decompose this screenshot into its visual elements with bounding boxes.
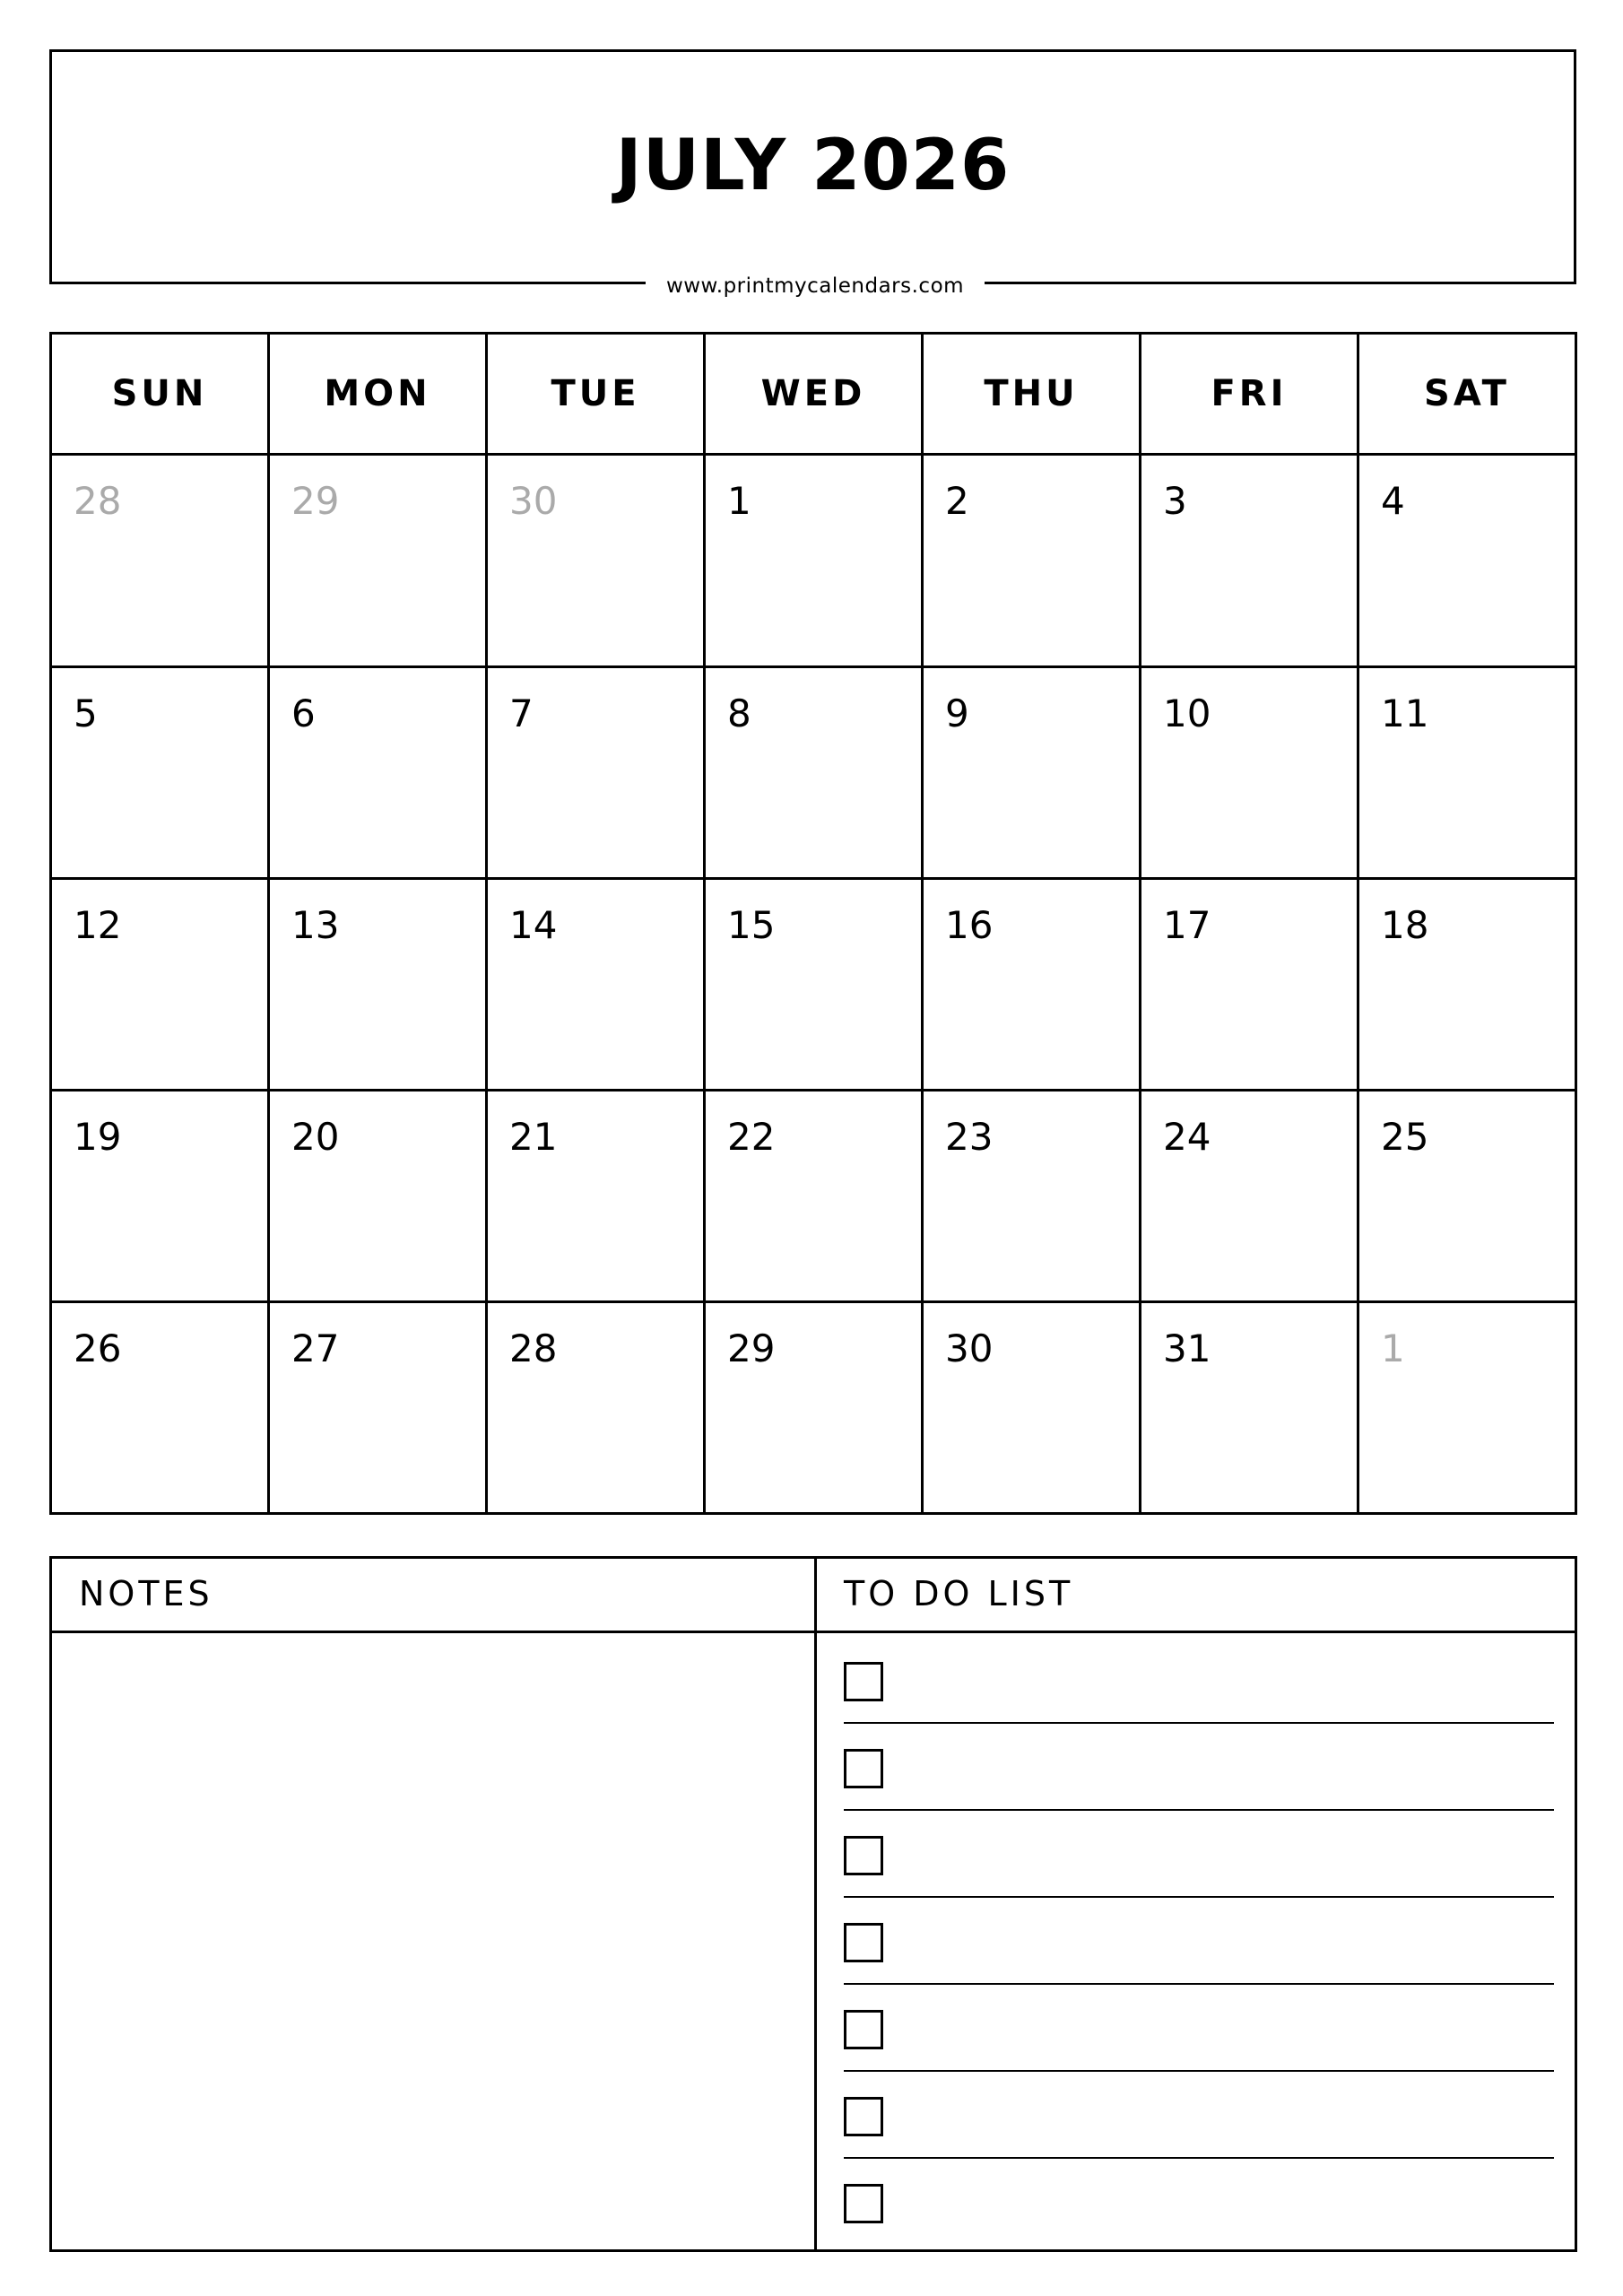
day-cell: 5 (51, 667, 269, 879)
weekday-header-sun: SUN (51, 334, 269, 455)
day-cell: 14 (487, 879, 705, 1091)
todo-item (844, 2010, 1554, 2097)
todo-checkbox[interactable] (844, 2097, 883, 2136)
weekday-header-mon: MON (269, 334, 487, 455)
todo-write-line (844, 1896, 1554, 1898)
todo-item (844, 2184, 1554, 2271)
todo-write-line (844, 1809, 1554, 1811)
day-cell: 26 (51, 1302, 269, 1514)
day-cell: 4 (1358, 455, 1576, 667)
day-cell: 12 (51, 879, 269, 1091)
day-cell: 8 (705, 667, 923, 879)
weekday-header-fri: FRI (1141, 334, 1358, 455)
todo-item (844, 1662, 1554, 1749)
week-row (51, 1091, 1576, 1302)
day-cell: 20 (269, 1091, 487, 1302)
title-box (49, 49, 1576, 284)
todo-item (844, 1923, 1554, 2010)
day-cell: 10 (1141, 667, 1358, 879)
day-cell: 2 (923, 455, 1141, 667)
day-cell: 27 (269, 1302, 487, 1514)
day-cell: 21 (487, 1091, 705, 1302)
todo-item (844, 1749, 1554, 1836)
week-row (51, 455, 1576, 667)
day-cell: 11 (1358, 667, 1576, 879)
todo-write-line (844, 1722, 1554, 1724)
todo-item (844, 2097, 1554, 2184)
website-url: www.printmycalendars.com (646, 270, 985, 302)
weekday-header-tue: TUE (487, 334, 705, 455)
todo-checkbox[interactable] (844, 1749, 883, 1788)
todo-list (844, 1662, 1554, 2271)
day-cell: 18 (1358, 879, 1576, 1091)
todo-checkbox[interactable] (844, 1662, 883, 1701)
day-cell: 19 (51, 1091, 269, 1302)
todo-write-line (844, 2157, 1554, 2159)
day-cell-adjacent-month: 30 (487, 455, 705, 667)
weekday-header-wed: WED (705, 334, 923, 455)
day-cell: 31 (1141, 1302, 1358, 1514)
day-cell: 17 (1141, 879, 1358, 1091)
day-cell-adjacent-month: 29 (269, 455, 487, 667)
day-cell: 3 (1141, 455, 1358, 667)
page-title: JULY 2026 (615, 126, 1011, 206)
todo-checkbox[interactable] (844, 1836, 883, 1875)
day-cell: 24 (1141, 1091, 1358, 1302)
weekday-header-row (51, 334, 1576, 455)
weekday-header-thu: THU (923, 334, 1141, 455)
section-divider-horizontal (52, 1631, 1575, 1633)
week-row (51, 879, 1576, 1091)
day-cell: 13 (269, 879, 487, 1091)
todo-checkbox[interactable] (844, 2010, 883, 2049)
week-row (51, 1302, 1576, 1514)
todo-checkbox[interactable] (844, 2184, 883, 2223)
day-cell: 1 (705, 455, 923, 667)
calendar-grid (49, 332, 1577, 1515)
day-cell: 7 (487, 667, 705, 879)
day-cell: 30 (923, 1302, 1141, 1514)
todo-write-line (844, 1983, 1554, 1985)
day-cell: 16 (923, 879, 1141, 1091)
notes-todo-section (49, 1556, 1577, 2252)
day-cell: 6 (269, 667, 487, 879)
section-divider-vertical (814, 1559, 817, 2249)
day-cell: 9 (923, 667, 1141, 879)
day-cell: 22 (705, 1091, 923, 1302)
notes-label: NOTES (79, 1574, 213, 1613)
todo-label: TO DO LIST (844, 1574, 1074, 1613)
day-cell: 29 (705, 1302, 923, 1514)
day-cell-adjacent-month: 28 (51, 455, 269, 667)
day-cell: 23 (923, 1091, 1141, 1302)
todo-checkbox[interactable] (844, 1923, 883, 1962)
day-cell: 28 (487, 1302, 705, 1514)
weekday-header-sat: SAT (1358, 334, 1576, 455)
day-cell: 25 (1358, 1091, 1576, 1302)
day-cell: 15 (705, 879, 923, 1091)
week-row (51, 667, 1576, 879)
todo-item (844, 1836, 1554, 1923)
day-cell-adjacent-month: 1 (1358, 1302, 1576, 1514)
todo-write-line (844, 2070, 1554, 2072)
